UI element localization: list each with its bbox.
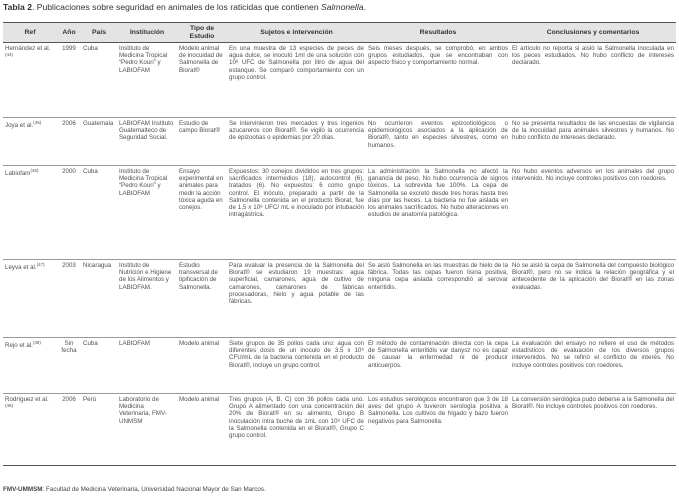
cell-ref: Hernández et al.$^{(44)}$ (3, 43, 57, 118)
table-row (3, 394, 676, 466)
table-row (3, 338, 676, 394)
publications-table (3, 22, 676, 466)
cell-study-type: Estudio transversal de tipificación de Salmonella. (177, 260, 227, 338)
caption-label: Tabla 2 (3, 2, 32, 12)
table-row (3, 43, 676, 118)
cell-country: Cuba (81, 166, 117, 260)
cell-year: 1999 (57, 43, 81, 118)
cell-conclusions: La evaluación del ensayo no refiere el uso de métodos estadísticos de evaluación de los diversos grupos intervenidos. No se refirió el conflicto de interés. No incluye controles positivos con roedores. (510, 338, 676, 394)
caption-italic: Salmonella (321, 2, 364, 12)
cell-ref: Rodríguez et al.$^{(49)}$ (3, 394, 57, 466)
cell-year: 2003 (57, 260, 81, 338)
header-row (3, 23, 676, 43)
header-institution: Institución (117, 23, 177, 43)
caption-end: . (363, 2, 366, 12)
header-country: País (81, 23, 117, 43)
cell-ref: Leyva et al.$^{(47)}$ (3, 260, 57, 338)
caption-text: . Publicaciones sobre seguridad en animales de los raticidas que contienen (31, 2, 322, 12)
cell-country: Cuba (81, 338, 117, 394)
cell-results: La administración la Salmonella no afectó la ganancia de peso. No hubo ocurrencia de signos tóxicos. La sobrevida fue 100%. La cepa de Salmonella se excretó desde tres horas hasta tres días por las heces. La bacteria no fue aislada en los animales sacrificados. No hubo alteraciones en estudios de anatomía patológica. (366, 166, 510, 260)
table-caption (3, 2, 366, 12)
cell-results: Los estudios serológicos encontraron que 3 de 18 aves del grupo A tuvieron serología positiva a Salmonella. Los cultivos de hígado y bazo fueron negativos para Salmonella. (366, 394, 510, 466)
cell-country: Perú (81, 394, 117, 466)
cell-subjects: Tres grupos (A, B, C) con 36 pollos cada uno. Grupo A alimentado con una concentración del 20% de Biorat® en su alimento, Grupo B inoculación intra buche de 1mL con 10⁸ UFC de la Salmonella contenida en el Biorat®, Grupo C grupo control. (227, 394, 366, 466)
footnote-label: FMV-UMMSM (3, 486, 43, 493)
header-study-type: Tipo de Estudio (177, 23, 227, 43)
cell-ref: Joya et al.$^{(45)}$ (3, 118, 57, 166)
cell-year: Sin fecha (57, 338, 81, 394)
table-row (3, 260, 676, 338)
cell-results: Seis meses después, se comprobó, en ambos grupos estudiados, que se encontraban con aspecto físico y comportamiento normal. (366, 43, 510, 118)
cell-conclusions: No hubo eventos adversos en los animales del grupo intervenido. No incluye controles positivos con roedores. (510, 166, 676, 260)
cell-subjects: Siete grupos de 35 pollos cada uno: agua con diferentes dosis de un inoculo de 3.5 x 10⁸ CFU/mL de la bacteria contenida en el producto Biorat®, incluye un grupo control. (227, 338, 366, 394)
cell-ref: Rejo et al.$^{(48)}$ (3, 338, 57, 394)
cell-subjects: Para evaluar la presencia de la Salmonella del Biorat® se estudiaron 19 muestras: agua superficial, camarones, agua de cultivo de camarones, camarones de fábricas procesadoras, hielo y agua potable de las fábricas. (227, 260, 366, 338)
cell-study-type: Modelo animal (177, 394, 227, 466)
header-conclusions: Conclusiones y comentarios (510, 23, 676, 43)
cell-results: No ocurrieron eventos epizootiológicos o epidemiológicos asociados a la aplicación de Biorat®, tanto en especies silvestres, como en humanos. (366, 118, 510, 166)
cell-results: El método de contaminación directa con la cepa de Salmonella enteritidis var danysz no es capaz de causar la enfermedad ni de producir anticuerpos. (366, 338, 510, 394)
cell-conclusions: No se presenta resultados de las encuestas de vigilancia de la inocuidad para animales silvestres y humanos. No hubo conflicto de intereses declarado. (510, 118, 676, 166)
cell-subjects: Expuestos: 30 conejos divididos en tres grupos: sacrificados intermedios (18), autocontrol (6), tratados (6). No expuestos: 6 como grupo control. El inóculo, preparado a partir de la Salmonella contenida en el producto Biorat, fue de 1,5 x 10⁸ UFC/ mL e inoculado por intubación intragástrica. (227, 166, 366, 260)
header-ref: Ref (3, 23, 57, 43)
header-subjects: Sujetos e intervención (227, 23, 366, 43)
cell-institution: Instituto de Nutrición e Higiene de los Alimentos y LABIOFAM. (117, 260, 177, 338)
cell-country: Cuba (81, 43, 117, 118)
table-row (3, 166, 676, 260)
cell-study-type: Modelo animal de inocuidad de Salmonella de Biorat® (177, 43, 227, 118)
cell-study-type: Ensayo experimental en animales para medir la acción tóxica aguda en conejos. (177, 166, 227, 260)
cell-study-type: Estudio de campo Biorat® (177, 118, 227, 166)
cell-ref: Labiofam$^{(46)}$ (3, 166, 57, 260)
header-year: Año (57, 23, 81, 43)
cell-institution: Instituto de Medicina Tropical “Pedro Kouri” y LABIOFAM (117, 43, 177, 118)
table-footnote (3, 486, 266, 493)
cell-conclusions: La conversión serológica pudo deberse a la Salmonella del Biorat®. No incluye controles positivos con roedores. (510, 394, 676, 466)
cell-study-type: Modelo animal (177, 338, 227, 394)
footnote-text: : Facultad de Medicina Veterinaria, Universidad Nacional Mayor de San Marcos. (42, 486, 266, 493)
cell-subjects: En una muestra de 13 especies de peces de agua dulce, se inoculó 1ml de una solución con 10⁸ UFC de Salmonella por litro de agua del estanque. Se comparó comportamiento con un grupo control. (227, 43, 366, 118)
cell-year: 2000 (57, 166, 81, 260)
cell-results: Se aisló Salmonella en las muestras de hielo de la fábrica. Todas las cepas fueron lisina positiva, ninguna cepa aislada correspondió al serovar enteritidis. (366, 260, 510, 338)
cell-institution: Laboratorio de Medicina Veterinaria, FMV-UNMSM (117, 394, 177, 466)
cell-conclusions: No se aisló la cepa de Salmonella del compuesto biológico Biorat®, pero no se indica la relación geográfica y el antecedente de la aplicación del Biorat® en las zonas evaluadas. (510, 260, 676, 338)
cell-institution: LABIOFAM (117, 338, 177, 394)
cell-country: Nicaragua (81, 260, 117, 338)
cell-year: 2006 (57, 394, 81, 466)
cell-conclusions: El artículo no reporta si aisló la Salmonella inoculada en los peces estudiados. No hubo conflicto de intereses declarado. (510, 43, 676, 118)
table-row (3, 118, 676, 166)
header-results: Resultados (366, 23, 510, 43)
cell-country: Guatemala (81, 118, 117, 166)
cell-institution: Instituto de Medicina Tropical “Pedro Kouri” y LABIOFAM (117, 166, 177, 260)
cell-year: 2006 (57, 118, 81, 166)
cell-subjects: Se intervinieron tres mercados y tres ingenios azucareros con Biorat®. Se vigiló la ocurrencia de epizootias o epidemias por 20 días. (227, 118, 366, 166)
cell-institution: LABIOFAM Instituto Guatemalteco de Seguridad Social. (117, 118, 177, 166)
